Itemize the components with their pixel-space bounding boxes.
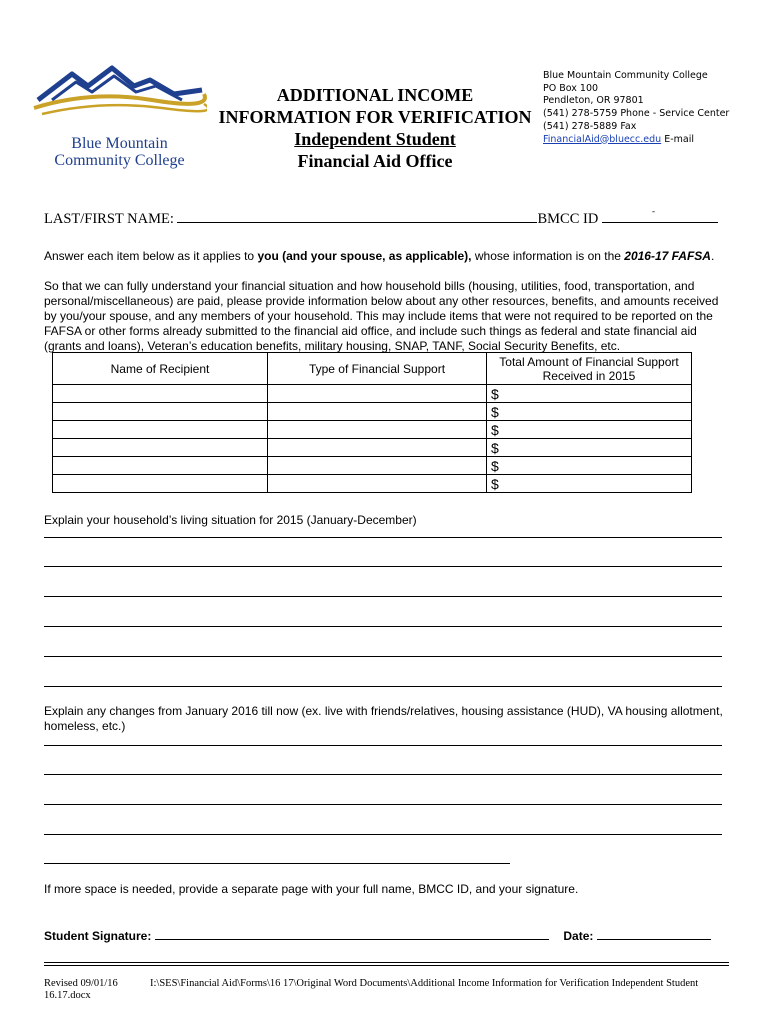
financial-support-table <box>52 352 692 493</box>
support-type-cell[interactable] <box>268 457 487 475</box>
intro-end: . <box>710 249 715 263</box>
amount-cell[interactable] <box>487 457 692 475</box>
recipient-cell[interactable] <box>53 457 268 475</box>
changes-line-5[interactable] <box>44 863 510 864</box>
support-type-cell[interactable] <box>268 385 487 403</box>
table-row <box>53 457 692 475</box>
living-situation-label: Explain your household’s living situation for 2015 (January-December) <box>44 513 417 527</box>
bmcc-id-dash: - <box>651 206 655 216</box>
recipient-cell[interactable] <box>53 385 268 403</box>
table-body <box>53 385 692 493</box>
college-logo <box>32 60 207 169</box>
table-header-row <box>53 353 692 385</box>
recipient-cell[interactable] <box>53 439 268 457</box>
contact-name: Blue Mountain Community College <box>543 70 708 81</box>
name-label: LAST/FIRST NAME: <box>44 211 174 227</box>
living-line-2[interactable] <box>44 566 722 567</box>
date-field[interactable] <box>597 928 711 940</box>
bmcc-id-field[interactable] <box>602 206 718 223</box>
contact-block <box>543 70 729 146</box>
contact-fax: (541) 278-5889 Fax <box>543 120 637 132</box>
footer-divider <box>44 962 729 966</box>
title-line-2: INFORMATION FOR VERIFICATION <box>218 107 532 127</box>
bmcc-id-label: BMCC ID <box>537 211 599 227</box>
intro-pre: Answer each item below as it applies to <box>44 249 258 263</box>
footer-path: I:\SES\Financial Aid\Forms\16 17\Original Word Documents\Additional Income Information for Verification Independent Student <box>150 978 699 989</box>
amount-cell[interactable] <box>487 475 692 493</box>
footer-revised <box>44 978 118 1002</box>
name-id-row <box>44 206 718 228</box>
mountain-logo-icon <box>32 60 207 130</box>
currency-symbol: $ <box>491 439 499 456</box>
instructions-paragraph: So that we can fully understand your financial situation and how household bills (housing, utilities, food, transportation, and personal/miscellaneous) are paid, please provide information below about any other resources, benefits, and amounts received by you/your spouse, and any members of your household. This may include items that were not required to be reported on the FAFSA or other forms already submitted to the financial aid office, and include such things as federal and state financial aid (grants and loans), Veteran’s education benefits, military housing, SNAP, TANF, Social Security Benefits, etc. <box>44 279 719 353</box>
currency-symbol: $ <box>491 457 499 474</box>
changes-line-2[interactable] <box>44 774 722 775</box>
intro-fafsa: 2016-17 FAFSA <box>624 249 711 263</box>
email-link[interactable]: FinancialAid@bluecc.edu <box>543 133 662 145</box>
currency-symbol: $ <box>491 385 499 402</box>
more-space-note: If more space is needed, provide a separate page with your full name, BMCC ID, and your signature. <box>44 882 579 896</box>
amount-cell[interactable] <box>487 403 692 421</box>
logo-line-2: Community College <box>54 152 185 169</box>
changes-line-3[interactable] <box>44 804 722 805</box>
revised-line-2: 16.17.docx <box>44 990 91 1001</box>
table-row <box>53 439 692 457</box>
support-type-cell[interactable] <box>268 421 487 439</box>
contact-city: Pendleton, OR 97801 <box>543 95 644 107</box>
support-type-cell[interactable] <box>268 475 487 493</box>
form-title <box>210 84 540 172</box>
support-type-cell[interactable] <box>268 439 487 457</box>
amount-cell[interactable] <box>487 439 692 457</box>
living-line-5[interactable] <box>44 656 722 657</box>
contact-email-row <box>543 134 729 147</box>
currency-symbol: $ <box>491 403 499 420</box>
header-support-type: Type of Financial Support <box>268 353 487 385</box>
title-line-3: Independent Student <box>294 129 456 149</box>
changes-label: Explain any changes from January 2016 till now (ex. live with friends/relatives, housing assistance (HUD), VA housing allotment, homeless, etc.) <box>44 704 723 733</box>
title-line-4: Financial Aid Office <box>297 151 453 171</box>
amount-cell[interactable] <box>487 421 692 439</box>
currency-symbol: $ <box>491 421 499 438</box>
living-line-6[interactable] <box>44 686 722 687</box>
table-row <box>53 385 692 403</box>
signature-row <box>44 928 711 943</box>
recipient-cell[interactable] <box>53 421 268 439</box>
amount-cell[interactable] <box>487 385 692 403</box>
intro-mid: whose information is on the <box>471 249 625 263</box>
contact-po-box: PO Box 100 <box>543 82 599 94</box>
living-line-1[interactable] <box>44 537 722 538</box>
revised-line-1: Revised 09/01/16 <box>44 978 118 989</box>
table-row <box>53 403 692 421</box>
currency-symbol: $ <box>491 475 499 492</box>
support-type-cell[interactable] <box>268 403 487 421</box>
living-line-3[interactable] <box>44 596 722 597</box>
intro-bold: you (and your spouse, as applicable), <box>257 249 472 263</box>
student-signature-label: Student Signature: <box>44 929 152 943</box>
table-row <box>53 475 692 493</box>
living-line-4[interactable] <box>44 626 722 627</box>
intro-text <box>44 249 734 264</box>
header-recipient: Name of Recipient <box>53 353 268 385</box>
contact-phone: (541) 278-5759 Phone - Service Center <box>543 108 730 120</box>
name-field[interactable] <box>177 210 537 223</box>
changes-line-4[interactable] <box>44 834 722 835</box>
header-total-amount: Total Amount of Financial Support Received in 2015 <box>487 353 692 385</box>
recipient-cell[interactable] <box>53 403 268 421</box>
changes-line-1[interactable] <box>44 745 722 746</box>
title-line-1: ADDITIONAL INCOME <box>276 85 474 105</box>
logo-line-1: Blue Mountain <box>71 135 168 152</box>
table-row <box>53 421 692 439</box>
recipient-cell[interactable] <box>53 475 268 493</box>
email-label: E-mail <box>661 133 694 145</box>
student-signature-field[interactable] <box>155 928 549 940</box>
date-label: Date: <box>563 929 594 943</box>
